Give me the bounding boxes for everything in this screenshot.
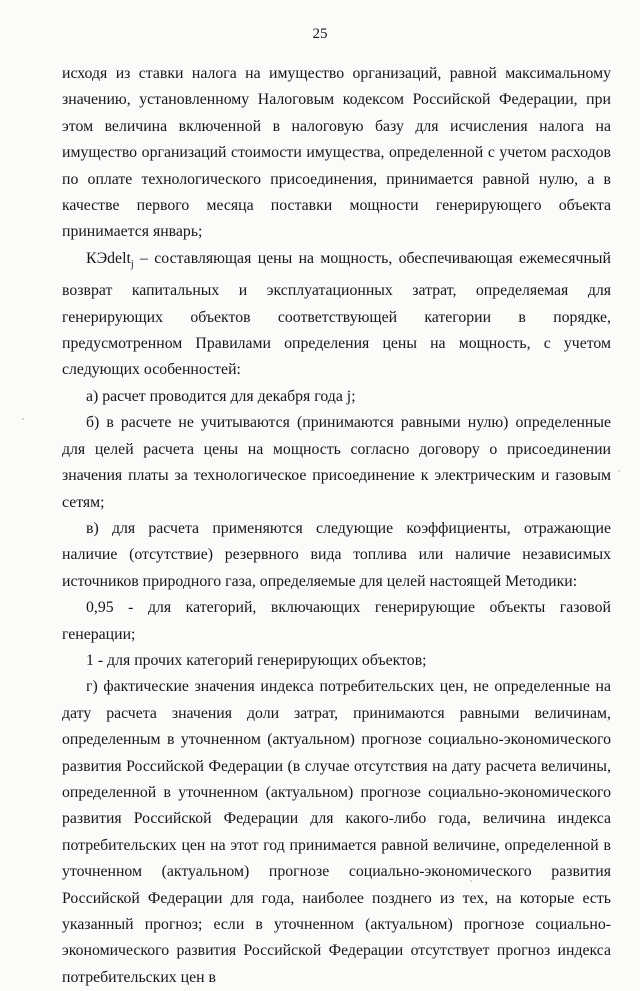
paragraph-1: исходя из ставки налога на имущество организаций, равной максимальному значению, установленному Налоговым кодексом Российской Федерации, при этом величина включенной в налоговую базу для исчисления налога на имущество организаций стоимости имущества, определенной с учетом расходов по оплате технологического присоединения, принимается равной нулю, а в качестве первого месяца поставки мощности генерирующего объекта принимается январь; <box>62 65 611 241</box>
paragraph-6: 0,95 - для категорий, включающих генерирующие объекты газовой генерации; <box>62 599 611 643</box>
scan-speck <box>470 880 472 882</box>
scan-speck <box>22 418 24 420</box>
paragraph-5: в) для расчета применяются следующие коэффициенты, отражающие наличие (отсутствие) резервного вида топлива или наличие независимых источников природного газа, определяемые для целей настоящей Методики: <box>62 519 611 590</box>
paragraph-7: 1 - для прочих категорий генерирующих объектов; <box>86 651 427 669</box>
paragraph-8: г) фактические значения индекса потребительских цен, не определенные на дату расчета значения доли затрат, принимаются равными величинам, определенным в уточненном (актуальном) прогнозе социально-экономического развития Российской Федерации (в случае отсутствия на дату расчета величины, определенной в уточненном (актуальном) прогнозе социально-экономического развития Российской Федерации для какого-либо года, величина индекса потребительских цен на этот год принимается равной величине, определенной в уточненном (актуальном) прогнозе социально-экономического развития Российской Федерации для года, наиболее позднего из тех, на которые есть указанный прогноз; если в уточненном (актуальном) прогнозе социально-экономического развития Российской Федерации отсутствует прогноз индекса потребительских цен в <box>62 678 611 986</box>
symbol-subscript: j <box>130 258 134 270</box>
scan-speck <box>618 470 620 472</box>
page-number: 25 <box>312 26 328 42</box>
body-text <box>62 61 611 991</box>
paragraph-4: б) в расчете не учитываются (принимаются равными нулю) определенные для целей расчета цены на мощность согласно договору о присоединении значения платы за технологическое присоединение к электрическим и газовым сетям; <box>62 414 611 511</box>
symbol-kedelt: КЭdelt$_j$ <box>86 249 134 270</box>
paragraph-3: а) расчет проводится для декабря года j; <box>86 387 356 405</box>
paragraph-2-text: – составляющая цены на мощность, обеспечивающая ежемесячный возврат капитальных и эксплуатационных затрат, определяемая для генерирующих объектов соответствующей категории в порядке, предусмотренном Правилами определения цены на мощность, с учетом следующих особенностей: <box>62 249 612 379</box>
paragraph-2 <box>62 246 611 384</box>
